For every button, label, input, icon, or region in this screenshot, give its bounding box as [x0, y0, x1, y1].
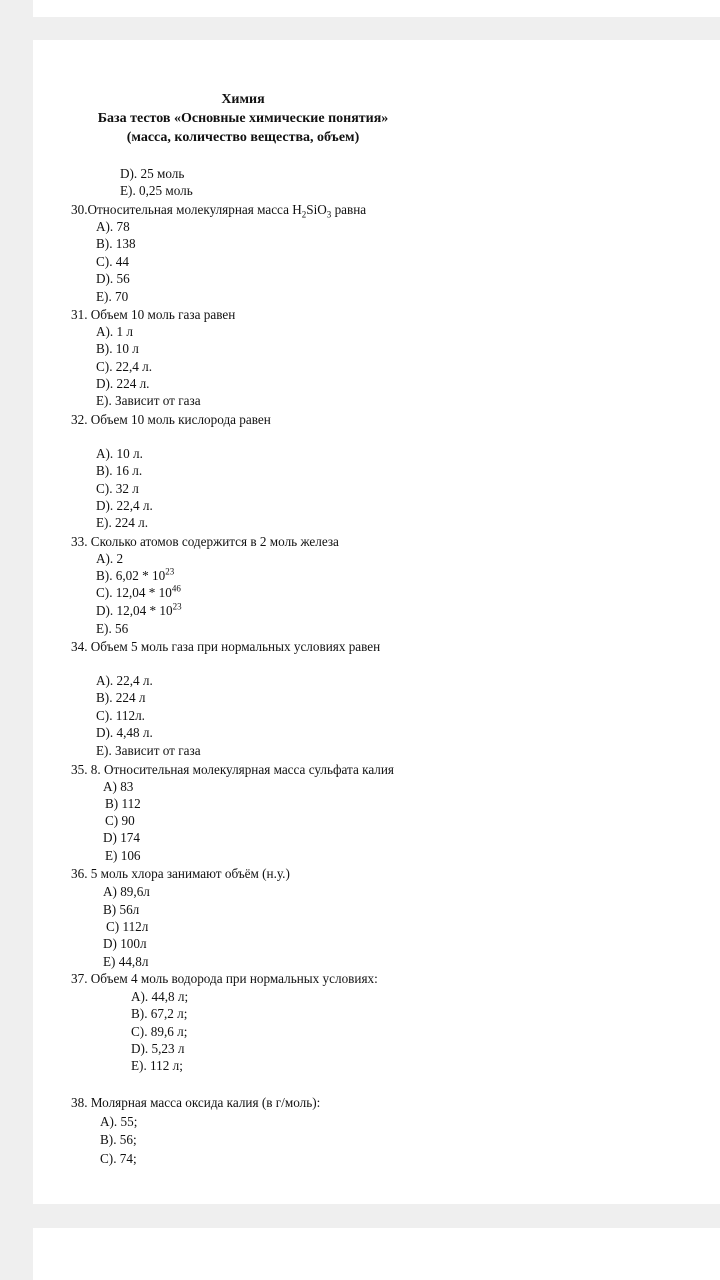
answer-option: A). 1 л: [96, 324, 133, 339]
question-text: 34. Объем 5 моль газа при нормальных условиях равен: [71, 639, 381, 654]
answer-option: A). 10 л.: [96, 446, 143, 461]
answer-option: E) 44,8л: [103, 954, 149, 969]
answer-option: D). 22,4 л.: [96, 498, 153, 513]
answer-option: C). 22,4 л.: [96, 359, 153, 374]
answer-option: E). Зависит от газа: [96, 393, 201, 408]
answer-option: B). 16 л.: [96, 463, 143, 478]
answer-option: A). 44,8 л;: [131, 989, 189, 1004]
answer-option: D) 100л: [103, 936, 147, 951]
answer-option: B). $6,02 * 10^{23}$: [96, 566, 175, 583]
answer-option: E) 106: [105, 848, 141, 863]
question-text: 31. Объем 10 моль газа равен: [71, 307, 236, 322]
answer-option: C) 112л: [106, 919, 149, 934]
test-title: База тестов «Основные химические понятия»: [97, 111, 389, 126]
question-text: 35. 8. Относительная молекулярная масса сульфата калия: [71, 762, 395, 777]
answer-option: B). 67,2 л;: [131, 1006, 188, 1021]
question-text: 32. Объем 10 моль кислорода равен: [71, 412, 271, 427]
question-text: 36. 5 моль хлора занимают объём (н.у.): [71, 866, 290, 881]
answer-option: E). Зависит от газа: [96, 743, 201, 758]
test-subtitle: (масса, количество вещества, объем): [126, 130, 360, 145]
answer-option: A) 83: [103, 779, 134, 794]
answer-option: A). 2: [96, 551, 124, 566]
answer-option: C). 32 л: [96, 481, 139, 496]
answer-option: D). $12,04 * 10^{23}$: [96, 601, 182, 618]
answer-option: B). 10 л: [96, 341, 139, 356]
answer-option: E). 56: [96, 621, 129, 636]
answer-option: B). 56;: [100, 1132, 137, 1147]
answer-option: A). 55;: [100, 1114, 138, 1129]
answer-option: B) 112: [105, 796, 141, 811]
answer-option: D). 25 моль: [120, 166, 185, 181]
answer-option: D). 224 л.: [96, 376, 150, 391]
answer-option: B). 224 л: [96, 690, 146, 705]
question-text: 38. Молярная масса оксида калия (в г/моль):: [71, 1095, 321, 1110]
answer-option: C). 112л.: [96, 708, 145, 723]
next-page: [33, 1228, 720, 1280]
subject-heading: Химия: [221, 92, 265, 107]
answer-option: A). 78: [96, 219, 130, 234]
answer-option: D). 56: [96, 271, 130, 286]
answer-option: A) 89,6л: [103, 884, 150, 899]
answer-option: C) 90: [105, 813, 135, 828]
answer-option: B). 138: [96, 236, 136, 251]
answer-option: C). 89,6 л;: [131, 1024, 188, 1039]
answer-option: D) 174: [103, 830, 140, 845]
question-text: 33. Сколько атомов содержится в 2 моль железа: [71, 534, 339, 549]
question-text: 30.Относительная молекулярная масса $H_2SiO_3$ равна: [71, 202, 367, 220]
answer-option: C). $12,04 * 10^{46}$: [96, 583, 181, 600]
answer-option: A). 22,4 л.: [96, 673, 153, 688]
question-text: 37. Объем 4 моль водорода при нормальных условиях:: [71, 971, 378, 986]
answer-option: E). 224 л.: [96, 515, 148, 530]
answer-option: E). 112 л;: [131, 1058, 183, 1073]
answer-option: D). 4,48 л.: [96, 725, 153, 740]
answer-option: E). 0,25 моль: [120, 183, 193, 198]
answer-option: D). 5,23 л: [131, 1041, 185, 1056]
answer-option: C). 44: [96, 254, 129, 269]
answer-option: E). 70: [96, 289, 129, 304]
answer-option: C). 74;: [100, 1151, 137, 1166]
previous-page: [33, 0, 720, 17]
answer-option: B) 56л: [103, 902, 140, 917]
